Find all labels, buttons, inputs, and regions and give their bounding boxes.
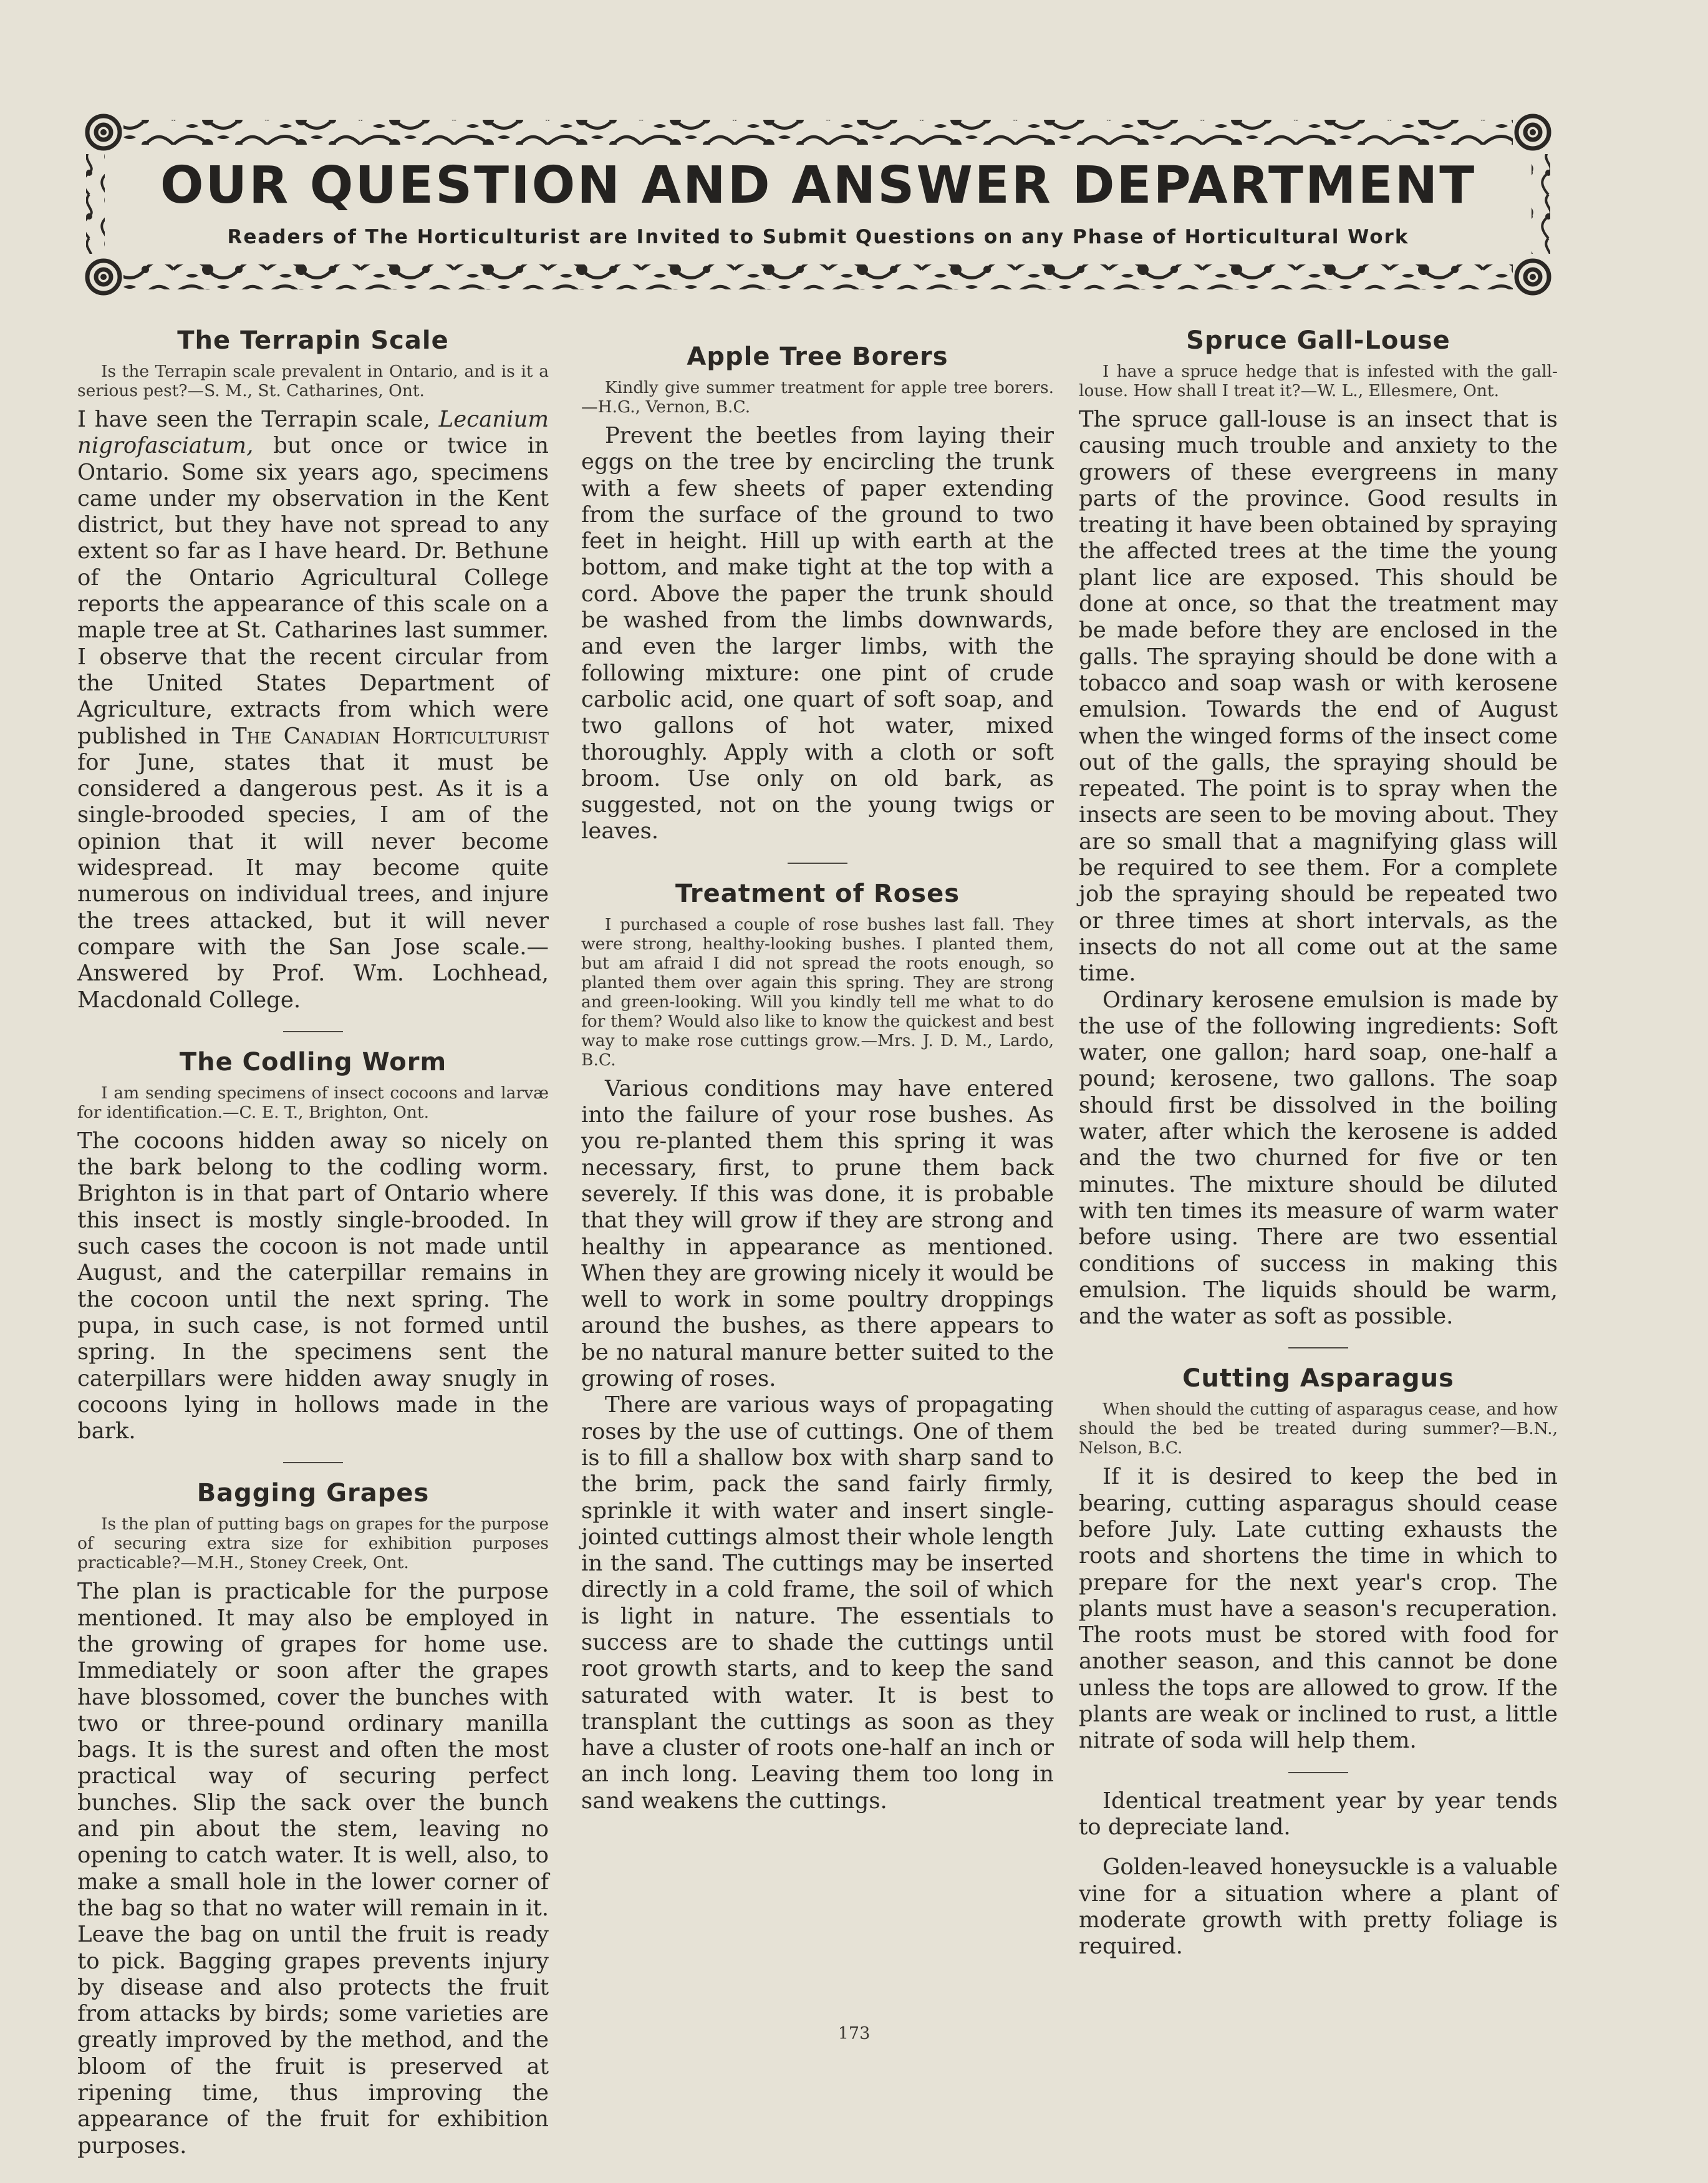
- column-2: [581, 326, 1054, 1814]
- answer-paragraph: Prevent the beetles from laying their eggs on the tree by encircling the trunk with a few sheets of paper extending from the surface of the ground to two feet in height. Hill up with earth at the bottom, and make tight at the top with a cord. Above the paper the trunk should be washed from the limbs downwards, and even the larger limbs, with the following mixture: one pint of crude carbolic acid, one quart of soft soap, and two gallons of hot water, mixed thoroughly. Apply with a cloth or soft broom. Use only on old bark, as suggested, not on the young twigs or leaves.: [581, 423, 1054, 845]
- section-divider: [788, 863, 847, 864]
- section-divider: [283, 1031, 343, 1032]
- article-heading: The Terrapin Scale: [177, 326, 449, 355]
- article-spruce-gall-louse: [1079, 326, 1558, 1330]
- column-3: [1079, 326, 1558, 1960]
- page-number: 173: [837, 2024, 871, 2043]
- department-subtitle: Readers of The Horticulturist are Invited to Submit Questions on any Phase of Horticultural Work: [227, 226, 1409, 248]
- header-banner: [80, 107, 1556, 302]
- article-terrapin-scale: [77, 326, 549, 1014]
- column-1: [77, 326, 549, 2159]
- reader-question: I purchased a couple of rose bushes last fall. They were strong, healthy-looking bushes. I planted them, but am afraid I did not spread the roots enough, so planted them over again this spring. They are strong and green-looking. Will you kindly tell me what to do for them? Would also like to know the quickest and best way to make rose cuttings grow.—Mrs. J. D. M., Lardo, B.C.: [581, 914, 1054, 1070]
- article-heading: The Codling Worm: [179, 1047, 447, 1077]
- answer-paragraph: The plan is practicable for the purpose mentioned. It may also be employed in the growing of grapes for home use. Immediately or soon after the grapes have blossomed, cover the bunches with two or three-pound ordinary manilla bags. It is the surest and often the most practical way of securing perfect bunches. Slip the sack over the bunch and pin about the stem, leaving no opening to catch water. It is well, also, to make a small hole in the lower corner of the bag so that no water will remain in it. Leave the bag on until the fruit is ready to pick. Bagging grapes prevents injury by disease and also protects the fruit from attacks by birds; some varieties are greatly improved by the method, and the bloom of the fruit is preserved at ripening time, thus improving the appearance of the fruit for exhibition purposes.: [77, 1579, 549, 2159]
- answer-paragraph: If it is desired to keep the bed in bearing, cutting asparagus should cease before July. Late cutting exhausts the roots and shortens the time in which to prepare for the next year's crop. The plants must have a season's recuperation. The roots must be stored with food for another season, and this cannot be done unless the tops are allowed to grow. If the plants are weak or inclined to rust, a little nitrate of soda will help them.: [1079, 1464, 1558, 1754]
- filler-note: Identical treatment year by year tends to depreciate land.: [1079, 1788, 1558, 1840]
- article-treatment-of-roses: [581, 879, 1054, 1814]
- article-heading: Apple Tree Borers: [687, 342, 948, 371]
- filler-note: Golden-leaved honeysuckle is a valuable vine for a situation where a plant of moderate growth with pretty foliage is required.: [1079, 1854, 1558, 1960]
- department-title: OUR QUESTION AND ANSWER DEPARTMENT: [160, 156, 1477, 215]
- article-apple-tree-borers: [581, 342, 1054, 845]
- answer-text: but once or twice in Ontario. Some six years ago, specimens came under my observation in the Kent district, but they have not spread to any extent so far as I have heard. Dr. Bethune of the Ontario Agricultural College reports the appearance of this scale on a maple tree at St. Catharines last summer. I observe that the recent circular from the United States Department of Agriculture, extracts from which were published in: [77, 433, 549, 749]
- reader-question: Is the plan of putting bags on grapes for the purpose of securing extra size for exhibition purposes practicable?—M.H., Stoney Creek, Ont.: [77, 1514, 549, 1573]
- answer-paragraph: Ordinary kerosene emulsion is made by the use of the following ingredients: Soft water, one gallon; hard soap, one-half a pound; kerosene, two gallons. The soap should first be dissolved in the boiling water, after which the kerosene is added and the two churned for five or ten minutes. The mixture should be diluted with ten times its measure of warm water before using. There are two essential conditions of success in making this emulsion. The liquids should be warm, and the water as soft as possible.: [1079, 987, 1558, 1330]
- species-name: Lecanium nigrofasciatum,: [77, 407, 549, 459]
- article-bagging-grapes: [77, 1478, 549, 2159]
- answer-paragraph: [77, 407, 549, 1014]
- article-cutting-asparagus: [1079, 1363, 1558, 1754]
- article-heading: Cutting Asparagus: [1182, 1364, 1454, 1393]
- section-divider: [1288, 1772, 1348, 1773]
- article-heading: Bagging Grapes: [196, 1479, 430, 1508]
- answer-paragraph: The spruce gall-louse is an insect that is causing much trouble and anxiety to the growers of these evergreens in many parts of the province. Good results in treating it have been obtained by spraying the affected trees at the time the young plant lice are exposed. This should be done at once, so that the treatment may be made before they are enclosed in the galls. The spraying should be done with a tobacco and soap wash or with kerosene emulsion. Towards the end of August when the winged forms of the insect come out of the galls, the spraying should be repeated. The point is to spray when the insects are seen to be moving about. They are so small that a magnifying glass will be required to see them. For a complete job the spraying should be repeated two or three times at short intervals, as the insects do not all come out at the same time.: [1079, 407, 1558, 987]
- answer-paragraph: Various conditions may have entered into the failure of your rose bushes. As you re-planted them this spring it was necessary, first, to prune them back severely. If this was done, it is probable that they will grow if they are strong and healthy in appearance as mentioned. When they are growing nicely it would be well to work in some poultry droppings around the bushes, as there appears to be no natural manure better suited to the growing of roses.: [581, 1075, 1054, 1392]
- section-divider: [1288, 1347, 1348, 1348]
- answer-text: for June, states that it must be considered a dangerous pest. As it is a single-brooded species, I am of the opinion that it will never become widespread. It may become quite numerous on individual trees, and injure the trees attacked, but it will never compare with the San Jose scale.—Answered by Prof. Wm. Lochhead, Macdonald College.: [77, 749, 549, 1013]
- reader-question: Is the Terrapin scale prevalent in Ontario, and is it a serious pest?—S. M., St. Catharines, Ont.: [77, 362, 549, 400]
- answer-paragraph: The cocoons hidden away so nicely on the bark belong to the codling worm. Brighton is in that part of Ontario where this insect is mostly single-brooded. In such cases the cocoon is not made until August, and the caterpillar remains in the cocoon until the next spring. The pupa, in such case, is not formed until spring. In the specimens sent the caterpillars were hidden away snugly in cocoons lying in hollows made in the bark.: [77, 1128, 549, 1445]
- reader-question: Kindly give summer treatment for apple tree borers.—H.G., Vernon, B.C.: [581, 378, 1054, 417]
- journal-name: The Canadian Horticulturist: [231, 723, 549, 749]
- article-heading: Treatment of Roses: [675, 879, 960, 908]
- article-heading: Spruce Gall-Louse: [1186, 326, 1450, 355]
- answer-paragraph: There are various ways of propagating roses by the use of cuttings. One of them is to fill a shallow box with sharp sand to the brim, pack the sand fairly firmly, sprinkle it with water and insert single-jointed cuttings almost their whole length in the sand. The cuttings may be inserted directly in a cold frame, the soil of which is light in nature. The essentials to success are to shade the cuttings until root growth starts, and to keep the sand saturated with water. It is best to transplant the cuttings as soon as they have a cluster of roots one-half an inch or an inch long. Leaving them too long in sand weakens the cuttings.: [581, 1392, 1054, 1814]
- reader-question: I am sending specimens of insect cocoons and larvæ for identification.—C. E. T., Brighton, Ont.: [77, 1083, 549, 1122]
- section-divider: [283, 1462, 343, 1463]
- reader-question: I have a spruce hedge that is infested with the gall-louse. How shall I treat it?—W. L., Ellesmere, Ont.: [1079, 362, 1558, 400]
- reader-question: When should the cutting of asparagus cease, and how should the bed be treated during summer?—B.N., Nelson, B.C.: [1079, 1400, 1558, 1458]
- article-codling-worm: [77, 1047, 549, 1445]
- answer-text: I have seen the Terrapin scale,: [77, 407, 439, 432]
